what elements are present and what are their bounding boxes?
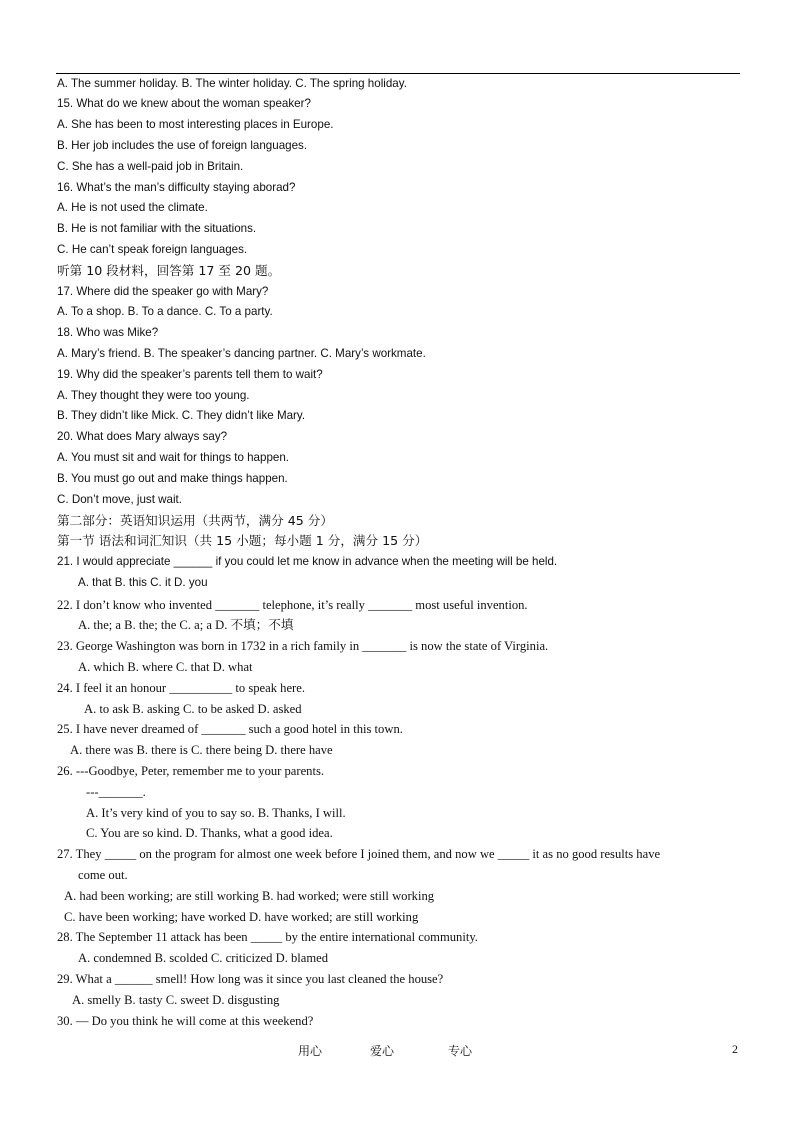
question-27: 27. They _____ on the program for almost one week before I joined them, and now we _____ it as no good results have (57, 847, 661, 861)
question-19: 19. Why did the speaker’s parents tell them to wait? (57, 368, 323, 381)
question-20: 20. What does Mary always say? (57, 430, 228, 443)
question-15: 15. What do we knew about the woman speaker? (57, 97, 311, 110)
text-line: B. Her job includes the use of foreign languages. (57, 139, 308, 152)
question-29: 29. What a ______ smell! How long was it since you last cleaned the house? (57, 972, 444, 986)
question-27-cont: come out. (78, 868, 128, 882)
text-line: A. He is not used the climate. (57, 201, 208, 214)
question-26: 26. ---Goodbye, Peter, remember me to your parents. (57, 764, 325, 778)
question-24: 24. I feel it an honour __________ to speak here. (57, 681, 305, 695)
text-line: B. You must go out and make things happen. (57, 472, 288, 485)
header-rule (56, 73, 740, 74)
options-27-cd: C. have been working; have worked D. have worked; are still working (64, 910, 419, 924)
footer-text: 爱心 (370, 1044, 395, 1058)
question-28: 28. The September 11 attack has been _____ by the entire international community. (57, 930, 478, 944)
text-line: A. Mary’s friend. B. The speaker’s dancing partner. C. Mary’s workmate. (57, 347, 426, 360)
options-24: A. to ask B. asking C. to be asked D. asked (84, 702, 302, 716)
question-18: 18. Who was Mike? (57, 326, 159, 339)
question-23: 23. George Washington was born in 1732 in a rich family in _______ is now the state of Virginia. (57, 639, 549, 653)
text-line: A. They thought they were too young. (57, 389, 250, 402)
options-27-ab: A. had been working; are still working B. had worked; were still working (64, 889, 435, 903)
dialogue-reply: ---_______. (86, 785, 146, 799)
page-number: 2 (732, 1042, 738, 1056)
question-16: 16. What’s the man’s difficulty staying aborad? (57, 181, 296, 194)
options-23: A. which B. where C. that D. what (78, 660, 253, 674)
text-line: A. The summer holiday. B. The winter holiday. C. The spring holiday. (57, 77, 407, 90)
options-28: A. condemned B. scolded C. criticized D. blamed (78, 951, 329, 965)
question-17: 17. Where did the speaker go with Mary? (57, 285, 269, 298)
question-21: 21. I would appreciate ______ if you could let me know in advance when the meeting will be held. (57, 555, 558, 568)
text-line: B. He is not familiar with the situations. (57, 222, 257, 235)
options-22: A. the; a B. the; the C. a; a D. 不填；不填 (78, 618, 294, 632)
text-line: B. They didn’t like Mick. C. They didn’t like Mary. (57, 409, 306, 422)
options-26-cd: C. You are so kind. D. Thanks, what a good idea. (86, 826, 333, 840)
part-heading: 第二部分：英语知识运用（共两节，满分 45 分） (57, 513, 333, 528)
text-line: C. He can’t speak foreign languages. (57, 243, 248, 256)
options-21: A. that B. this C. it D. you (78, 576, 208, 589)
question-30: 30. — Do you think he will come at this weekend? (57, 1014, 314, 1028)
text-line: C. She has a well-paid job in Britain. (57, 160, 244, 173)
section-heading: 第一节 语法和词汇知识（共 15 小题；每小题 1 分，满分 15 分） (57, 533, 428, 548)
text-line: A. She has been to most interesting places in Europe. (57, 118, 334, 131)
text-line: A. To a shop. B. To a dance. C. To a party. (57, 305, 273, 318)
text-line: A. You must sit and wait for things to happen. (57, 451, 290, 464)
options-26-ab: A. It’s very kind of you to say so. B. Thanks, I will. (86, 806, 346, 820)
text-line: C. Don’t move, just wait. (57, 493, 182, 506)
options-29: A. smelly B. tasty C. sweet D. disgusting (72, 993, 280, 1007)
question-22: 22. I don’t know who invented _______ telephone, it’s really _______ most useful invention. (57, 598, 528, 612)
footer-text: 专心 (448, 1044, 473, 1058)
footer-text: 用心 (298, 1044, 323, 1058)
section-instruction: 听第 10 段材料，回答第 17 至 20 题。 (57, 263, 281, 278)
question-25: 25. I have never dreamed of _______ such a good hotel in this town. (57, 722, 403, 736)
options-25: A. there was B. there is C. there being D. there have (70, 743, 333, 757)
